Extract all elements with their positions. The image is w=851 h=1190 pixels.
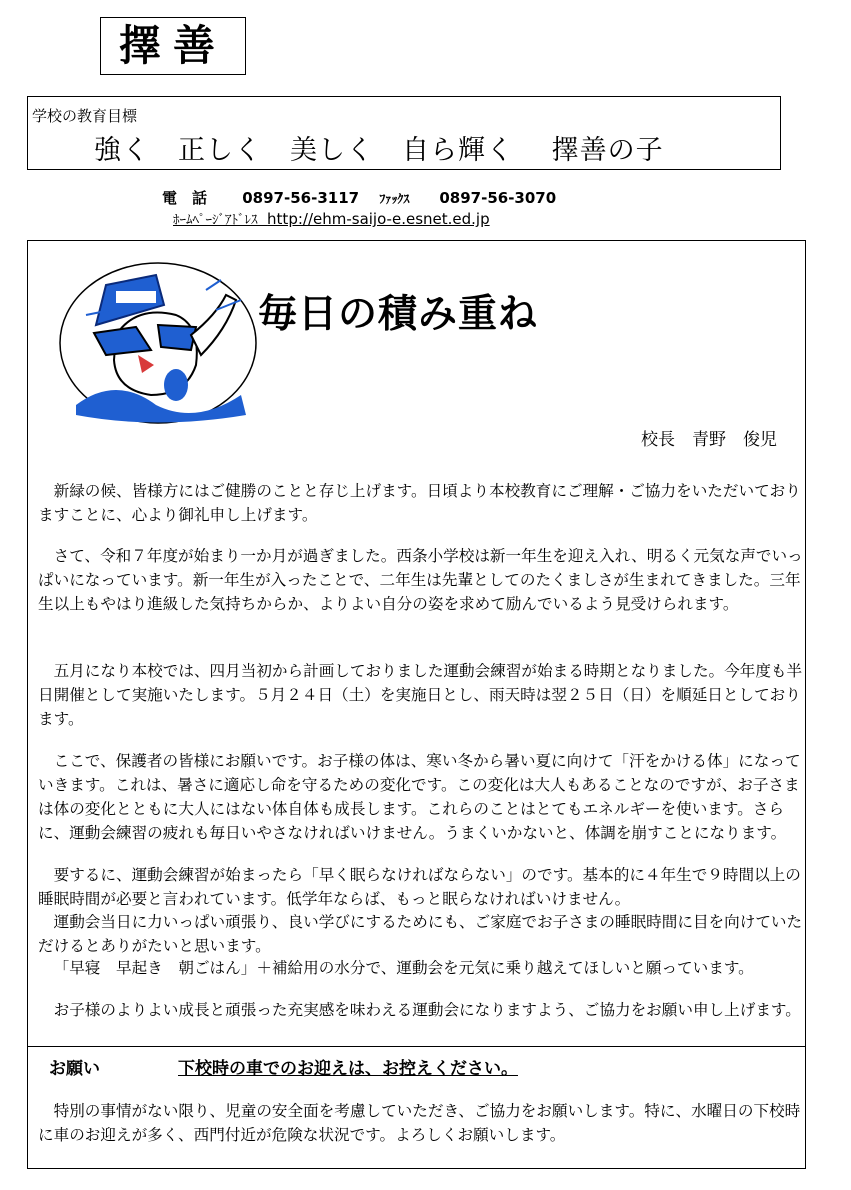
paragraph-sleep: 要するに、運動会練習が始まったら「早く眠らなければならない」のです。基本的に４年生で９時間以上の睡眠時間が必要と言われています。低学年ならば、もっと眠らなければいけません。 — [38, 866, 801, 908]
article-title: 毎日の積み重ね — [258, 292, 539, 337]
education-goal-box — [27, 96, 781, 170]
fax-number: 0897-56-3070 — [439, 189, 557, 207]
paragraph-slogan: 「早寝 早起き 朝ごはん」＋補給用の水分で、運動会を元気に乗り越えてほしいと願っています。 — [53, 959, 754, 977]
homepage-url[interactable]: http://ehm-saijo-e.esnet.ed.jp — [267, 210, 490, 228]
fax-label: ﾌｧｯｸｽ — [379, 192, 410, 206]
article-author: 校長 青野 俊児 — [641, 430, 777, 450]
phone-label: 電 話 — [162, 189, 208, 207]
paragraph-request: ここで、保護者の皆様にお願いです。お子様の体は、寒い冬から暑い夏に向けて「汗をかける体」になっていきます。これは、暑さに適応し命を守るための変化です。この変化は大人もあることなのですが、お子さまは体の変化とともに大人にはない体自体も成長します。これらのことはとてもエネルギーを使います。さらに、運動会練習の疲れも毎日いやさなければいけません。うまくいかないと、体調を崩すことになります。 — [38, 752, 801, 842]
paragraph-closing: お子様のよりよい成長と頑張った充実感を味わえる運動会になりますよう、ご協力をお願い申し上げます。 — [53, 1001, 801, 1019]
notice-title: 下校時の車でのお迎えは、お控えください。 — [178, 1059, 518, 1079]
contact-line — [162, 188, 556, 209]
paragraph-greeting: 新緑の候、皆様方にはご健勝のことと存じ上げます。日頃より本校教育にご理解・ご協力をいただいておりますことに、心より御礼申し上げます。 — [38, 482, 801, 524]
paragraph-home-support: 運動会当日に力いっぱい頑張り、良い学びにするためにも、ご家庭でお子さまの睡眠時間に目を向けていただけるとありがたいと思います。 — [38, 913, 803, 955]
homepage-label: ﾎｰﾑﾍﾟｰｼﾞｱﾄﾞﾚｽ — [173, 213, 258, 228]
goal-label: 学校の教育目標 — [32, 107, 138, 125]
school-name: 擇善 — [118, 21, 227, 70]
article-box — [27, 240, 806, 1169]
goal-text: 強く 正しく 美しく 自ら輝く 擇善の子 — [94, 135, 664, 166]
mascot-illustration — [56, 255, 260, 427]
paragraph-new-year: さて、令和７年度が始まり一か月が過ぎました。西条小学校は新一年生を迎え入れ、明るく元気な声でいっぱいになっています。新一年生が入ったことで、二年生は先輩としてのたくましさが生まれてきました。三年生以上もやはり進級した気持ちからか、よりよい自分の姿を求めて励んでいるよう見受けられます。 — [38, 547, 803, 613]
school-name-box — [100, 17, 246, 75]
notice-divider — [28, 1046, 805, 1047]
notice-label: お願い — [49, 1059, 100, 1079]
paragraph-sports-day: 五月になり本校では、四月当初から計画しておりました運動会練習が始まる時期となりました。今年度も半日開催として実施いたします。５月２４日（土）を実施日とし、雨天時は翌２５日（日）を順延日としております。 — [38, 662, 803, 728]
notice-body: 特別の事情がない限り、児童の安全面を考慮していただき、ご協力をお願いします。特に、水曜日の下校時に車のお迎えが多く、西門付近が危険な状況です。よろしくお願いします。 — [38, 1102, 801, 1144]
phone-number: 0897-56-3117 — [242, 189, 360, 207]
homepage-line[interactable] — [173, 209, 490, 231]
